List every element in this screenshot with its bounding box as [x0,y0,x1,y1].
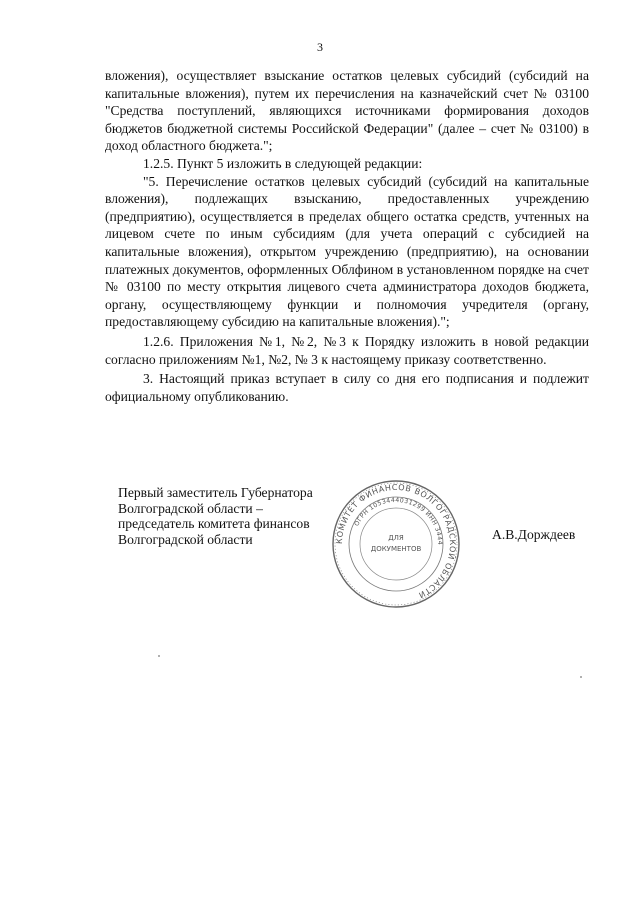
signatory-title [118,485,348,547]
official-seal-stamp [330,478,462,610]
signatory-name: А.В.Дорждеев [492,527,576,542]
signatory-title-line: Первый заместитель Губернатора [118,485,313,500]
seal-center-line-2: ДОКУМЕНТОВ [370,545,422,553]
paragraph-item-3: 3. Настоящий приказ вступает в силу со дня его подписания и подлежит официальному опубликованию. [105,371,589,404]
signatory-title-line: председатель комитета финансов [118,516,310,532]
scan-speck [158,655,160,657]
paragraph-item-1-2-6: 1.2.6. Приложения №1, №2, №3 к Порядку изложить в новой редакции согласно приложениям №1, №2, № 3 к настоящему приказу соответственно. [105,333,589,367]
seal-center-line-1: ДЛЯ [388,534,404,542]
page-number: 3 [317,40,323,54]
signatory-title-line: Волгоградской области [118,531,253,547]
seal-inner-text: ОГРН 1053444031299 ИНН 3444 [353,496,444,546]
paragraph-item-1-2-5: 1.2.5. Пункт 5 изложить в следующей редакции: [143,155,423,171]
seal-graphic [330,478,462,610]
scan-speck [580,676,582,678]
paragraph-point-5-text: "5. Перечисление остатков целевых субсидий (субсидий на капитальные вложения), подлежащих взысканию, предоставленных учреждению (предприятию), осуществляется в пределах общего остатка средств, учтенных на лицевом счете по иным субсидиям (для учета операций с субсидией на капитальные вложения), открытом учреждению (предприятию), на основании платежных документов, оформленных Облфином в установленном порядке на счет № 03100 по месту открытия лицевого счета администратора доходов бюджета, органу, осуществляющему функции и полномочия учредителя (органу, предоставляющему субсидию на капитальные вложения)."; [105,173,589,330]
document-body [105,67,589,405]
signatory-title-line: Волгоградской области – [118,500,263,516]
paragraph-continuation: вложения), осуществляет взыскание остатков целевых субсидий (субсидий на капитальные вложения), путем их перечисления на казначейский счет № 03100 "Средства поступлений, являющихся источниками формирования доходов бюджетов бюджетной системы Российской Федерации" (далее – счет № 03100) в доход областного бюджета."; [105,68,589,154]
seal-outer-text: КОМИТЕТ ФИНАНСОВ ВОЛГОГРАДСКОЙ ОБЛАСТИ [334,482,458,600]
